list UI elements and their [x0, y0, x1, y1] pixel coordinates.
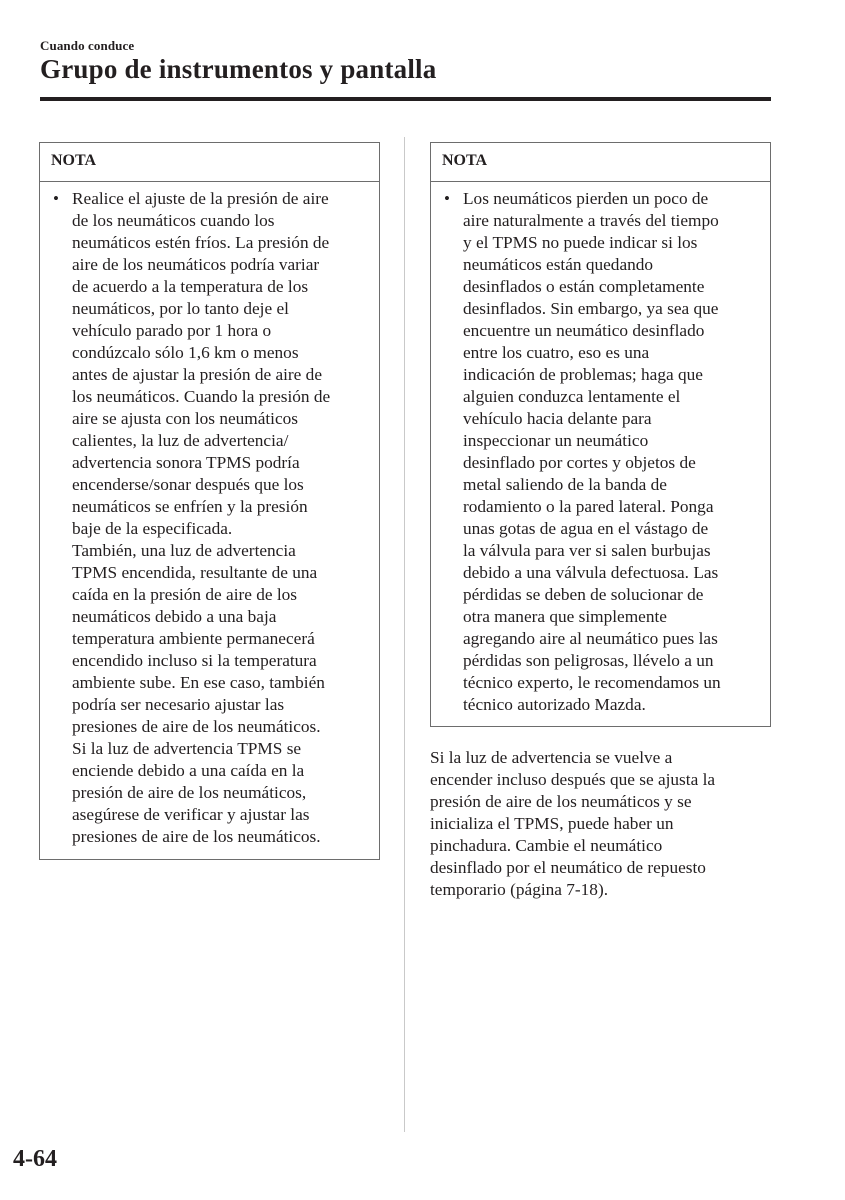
- note-body: [431, 182, 770, 716]
- text-line: Realice el ajuste de la presión de aire: [72, 189, 329, 208]
- note-box-right: [430, 142, 771, 727]
- text-line: aire naturalmente a través del tiempo: [463, 211, 719, 230]
- text-line: neumáticos debido a una baja: [72, 607, 277, 626]
- section-label: Cuando conduce: [40, 38, 135, 53]
- text-line: baje de la especificada.: [72, 519, 233, 538]
- text-line: Los neumáticos pierden un poco de: [463, 189, 709, 208]
- page-title: Grupo de instrumentos y pantalla: [40, 54, 437, 84]
- text-line: desinflado por cortes y objetos de: [463, 453, 696, 472]
- text-line: presión de aire de los neumáticos,: [72, 783, 307, 802]
- text-line: ambiente sube. En ese caso, también: [72, 673, 325, 692]
- text-line: de acuerdo a la temperatura de los: [72, 277, 309, 296]
- text-line: agregando aire al neumático pues las: [463, 629, 718, 648]
- text-line: la válvula para ver si salen burbujas: [463, 541, 711, 560]
- text-line: encuentre un neumático desinflado: [463, 321, 705, 340]
- text-line: encendido incluso si la temperatura: [72, 651, 317, 670]
- text-line: entre los cuatro, eso es una: [463, 343, 650, 362]
- text-line: pérdidas son peligrosas, llévelo a un: [463, 651, 714, 670]
- text-line: asegúrese de verificar y ajustar las: [72, 805, 310, 824]
- text-line: temporario (página 7-18).: [430, 880, 609, 899]
- page-number: 4-64: [13, 1146, 57, 1172]
- text-line: podría ser necesario ajustar las: [72, 695, 285, 714]
- text-line: neumáticos están quedando: [463, 255, 654, 274]
- bullet-point: •: [444, 189, 450, 208]
- text-line: neumáticos se enfríen y la presión: [72, 497, 308, 516]
- text-line: otra manera que simplemente: [463, 607, 667, 626]
- text-line: inspeccionar un neumático: [463, 431, 649, 450]
- text-line: y el TPMS no puede indicar si los: [463, 233, 698, 252]
- text-line: metal saliendo de la banda de: [463, 475, 667, 494]
- note-text: [463, 188, 764, 716]
- note-heading: NOTA: [40, 143, 379, 182]
- title-rule: [40, 97, 771, 101]
- text-line: técnico autorizado Mazda.: [463, 695, 646, 714]
- text-line: encenderse/sonar después que los: [72, 475, 304, 494]
- text-line: aire se ajusta con los neumáticos: [72, 409, 299, 428]
- text-line: debido a una válvula defectuosa. Las: [463, 563, 719, 582]
- text-line: presiones de aire de los neumáticos.: [72, 717, 321, 736]
- text-line: neumáticos, por lo tanto deje el: [72, 299, 289, 318]
- text-line: unas gotas de agua en el vástago de: [463, 519, 709, 538]
- text-line: calientes, la luz de advertencia/: [72, 431, 289, 450]
- text-line: rodamiento o la pared lateral. Ponga: [463, 497, 714, 516]
- bullet-point: •: [53, 189, 59, 208]
- text-line: TPMS encendida, resultante de una: [72, 563, 318, 582]
- text-line: caída en la presión de aire de los: [72, 585, 298, 604]
- note-box-left: [39, 142, 380, 860]
- text-line: desinflado por el neumático de repuesto: [430, 858, 706, 877]
- text-line: desinflados o están completamente: [463, 277, 705, 296]
- note-text: [72, 188, 373, 848]
- body-paragraph: [430, 747, 715, 901]
- text-line: presiones de aire de los neumáticos.: [72, 827, 321, 846]
- text-line: alguien conduzca lentamente el: [463, 387, 681, 406]
- text-line: vehículo hacia delante para: [463, 409, 652, 428]
- note-body: [40, 182, 379, 848]
- text-line: También, una luz de advertencia: [72, 541, 296, 560]
- text-line: vehículo parado por 1 hora o: [72, 321, 272, 340]
- text-line: pinchadura. Cambie el neumático: [430, 836, 663, 855]
- note-heading: NOTA: [431, 143, 770, 182]
- text-line: temperatura ambiente permanecerá: [72, 629, 315, 648]
- text-line: de los neumáticos cuando los: [72, 211, 275, 230]
- text-line: Si la luz de advertencia se vuelve a: [430, 748, 673, 767]
- text-line: presión de aire de los neumáticos y se: [430, 792, 692, 811]
- text-line: aire de los neumáticos podría variar: [72, 255, 320, 274]
- text-line: pérdidas se deben de solucionar de: [463, 585, 704, 604]
- text-line: advertencia sonora TPMS podría: [72, 453, 300, 472]
- text-line: condúzcalo sólo 1,6 km o menos: [72, 343, 299, 362]
- text-line: técnico experto, le recomendamos un: [463, 673, 721, 692]
- column-divider: [404, 137, 405, 1132]
- text-line: neumáticos estén fríos. La presión de: [72, 233, 330, 252]
- text-line: encender incluso después que se ajusta la: [430, 770, 716, 789]
- text-line: los neumáticos. Cuando la presión de: [72, 387, 331, 406]
- text-line: antes de ajustar la presión de aire de: [72, 365, 322, 384]
- text-line: Si la luz de advertencia TPMS se: [72, 739, 302, 758]
- text-line: indicación de problemas; haga que: [463, 365, 703, 384]
- text-line: inicializa el TPMS, puede haber un: [430, 814, 674, 833]
- text-line: enciende debido a una caída en la: [72, 761, 305, 780]
- text-line: desinflados. Sin embargo, ya sea que: [463, 299, 719, 318]
